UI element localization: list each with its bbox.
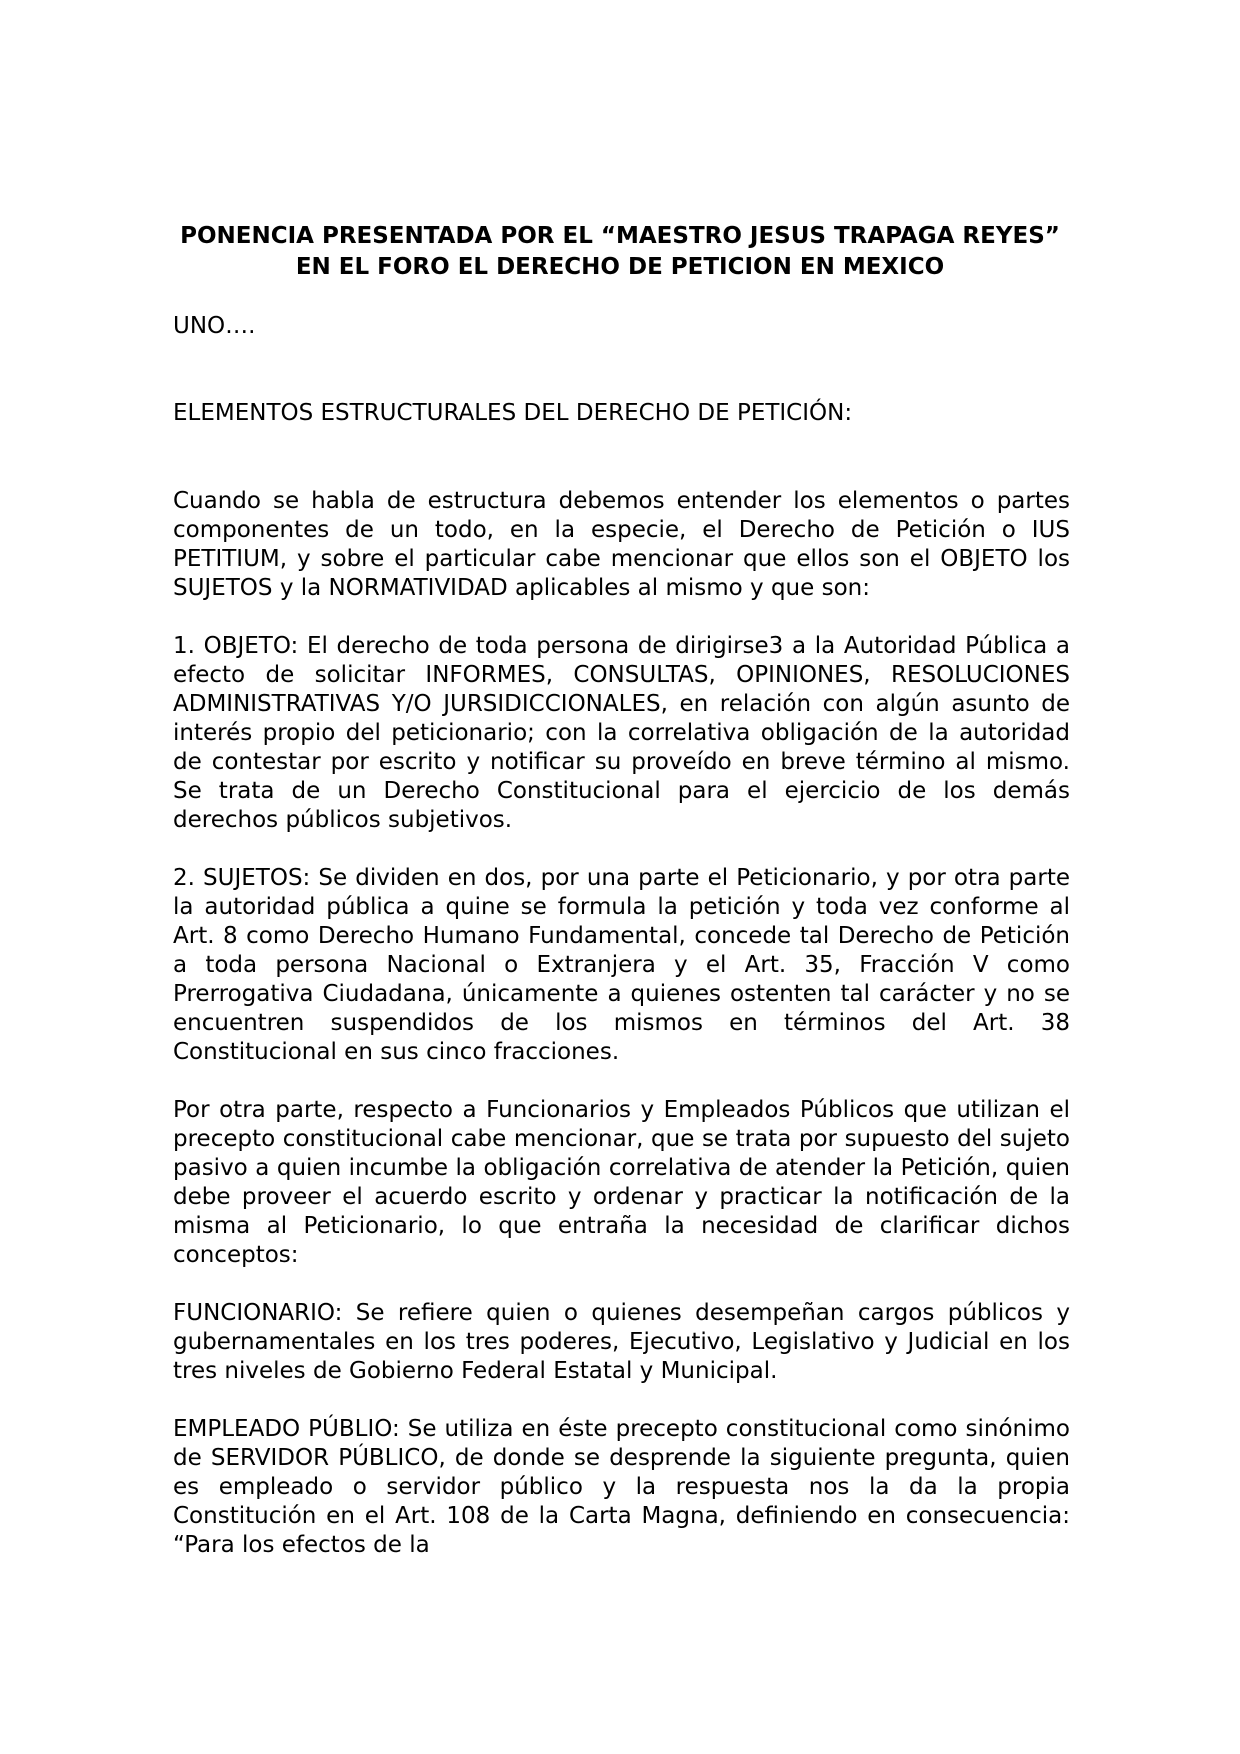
paragraph-empleado-publico: EMPLEADO PÚBLIO: Se utiliza en éste precepto constitucional como sinónimo de SERVIDOR PÚBLICO, de donde se desprende la siguiente pregunta, quien es empleado o servidor público y la respuesta nos la da la propia Constitución en el Art. 108 de la Carta Magna, definiendo en consecuencia: “Para los efectos de la — [173, 1416, 1070, 1558]
title-line-2: EN EL FORO EL DERECHO DE PETICION EN MEXICO — [295, 254, 945, 280]
document-title — [150, 221, 1090, 283]
paragraph-estructura: Cuando se habla de estructura debemos entender los elementos o partes componentes de un todo, en la especie, el Derecho de Petición o IUS PETITIUM, y sobre el particular cabe mencionar que ellos son el OBJETO los SUJETOS y la NORMATIVIDAD aplicables al mismo y que son: — [173, 488, 1070, 601]
paragraph-funcionarios-empleados: Por otra parte, respecto a Funcionarios y Empleados Públicos que utilizan el precepto constitucional cabe mencionar, que se trata por supuesto del sujeto pasivo a quien incumbe la obligación correlativa de atender la Petición, quien debe proveer el acuerdo escrito y ordenar y practicar la notificación de la misma al Peticionario, lo que entraña la necesidad de clarificar dichos conceptos: — [173, 1097, 1070, 1268]
body-text — [173, 487, 1070, 1589]
title-line-1: PONENCIA PRESENTADA POR EL “MAESTRO JESUS TRAPAGA REYES” — [180, 223, 1060, 249]
paragraph-sujetos: 2. SUJETOS: Se dividen en dos, por una parte el Peticionario, y por otra parte la autoridad pública a quine se formula la petición y toda vez conforme al Art. 8 como Derecho Humano Fundamental, concede tal Derecho de Petición a toda persona Nacional o Extranjera y el Art. 35, Fracción V como Prerrogativa Ciudadana, únicamente a quienes ostenten tal carácter y no se encuentren suspendidos de los mismos en términos del Art. 38 Constitucional en sus cinco fracciones. — [173, 865, 1070, 1065]
paragraph-objeto: 1. OBJETO: El derecho de toda persona de dirigirse3 a la Autoridad Pública a efecto de solicitar INFORMES, CONSULTAS, OPINIONES, RESOLUCIONES ADMINISTRATIVAS Y/O JURSIDICCIONALES, en relación con algún asunto de interés propio del peticionario; con la correlativa obligación de la autoridad de contestar por escrito y notificar su proveído en breve término al mismo. Se trata de un Derecho Constitucional para el ejercicio de los demás derechos públicos subjetivos. — [173, 633, 1070, 833]
paragraph-funcionario: FUNCIONARIO: Se refiere quien o quienes desempeñan cargos públicos y gubernamentales en los tres poderes, Ejecutivo, Legislativo y Judicial en los tres niveles de Gobierno Federal Estatal y Municipal. — [173, 1300, 1070, 1384]
section-heading: ELEMENTOS ESTRUCTURALES DEL DERECHO DE PETICIÓN: — [173, 400, 853, 426]
intro-text: UNO…. — [173, 313, 256, 339]
